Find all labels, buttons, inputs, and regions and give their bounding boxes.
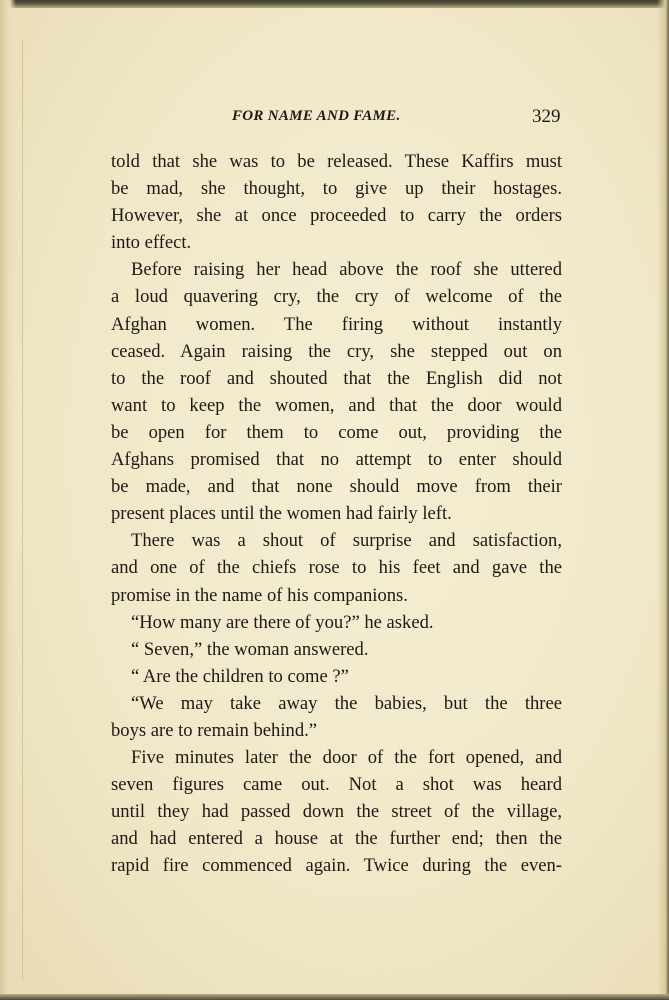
- page-top-edge: [0, 0, 669, 8]
- text-line: Afghans promised that no attempt to enter should: [111, 449, 562, 471]
- text-line: ceased. Again raising the cry, she stepped out on: [111, 340, 562, 362]
- text-line: present places until the women had fairly left.: [111, 503, 452, 525]
- page-right-edge: [657, 0, 669, 1000]
- text-line: There was a shout of surprise and satisfaction,: [131, 530, 562, 552]
- text-line: and one of the chiefs rose to his feet and gave the: [111, 557, 562, 579]
- text-line: However, she at once proceeded to carry the orders: [111, 205, 562, 227]
- text-line: “ Seven,” the woman answered.: [131, 638, 369, 660]
- text-line: until they had passed down the street of the village,: [111, 801, 562, 823]
- page-fold-line: [22, 40, 23, 980]
- text-line: to the roof and shouted that the English did not: [111, 367, 562, 389]
- text-line: “ Are the children to come ?”: [131, 665, 349, 687]
- text-line: be mad, she thought, to give up their hostages.: [111, 178, 562, 200]
- text-line: Before raising her head above the roof she uttered: [131, 259, 562, 281]
- running-title: FOR NAME AND FAME.: [232, 108, 401, 124]
- page-number: 329: [532, 106, 561, 127]
- text-line: “We may take away the babies, but the three: [131, 692, 562, 714]
- text-line: and had entered a house at the further end; then the: [111, 828, 562, 850]
- text-line: into effect.: [111, 232, 192, 254]
- text-line: told that she was to be released. These Kaffirs must: [111, 151, 562, 172]
- page-binding-edge: [0, 0, 16, 1000]
- text-line: Afghan women. The firing without instantly: [111, 313, 562, 335]
- text-line: rapid fire commenced again. Twice during the even-: [111, 855, 562, 877]
- text-line: be made, and that none should move from their: [111, 476, 562, 498]
- page-bottom-edge: [0, 994, 669, 1000]
- text-line: be open for them to come out, providing the: [111, 421, 562, 443]
- text-line: boys are to remain behind.”: [111, 719, 318, 741]
- text-line: seven figures came out. Not a shot was heard: [111, 774, 562, 796]
- text-line: a loud quavering cry, the cry of welcome of the: [111, 286, 562, 308]
- text-line: want to keep the women, and that the door would: [111, 394, 562, 416]
- text-line: promise in the name of his companions.: [111, 584, 408, 606]
- text-line: Five minutes later the door of the fort opened, and: [131, 747, 562, 769]
- text-line: “How many are there of you?” he asked.: [131, 611, 434, 633]
- body-text: [111, 148, 562, 880]
